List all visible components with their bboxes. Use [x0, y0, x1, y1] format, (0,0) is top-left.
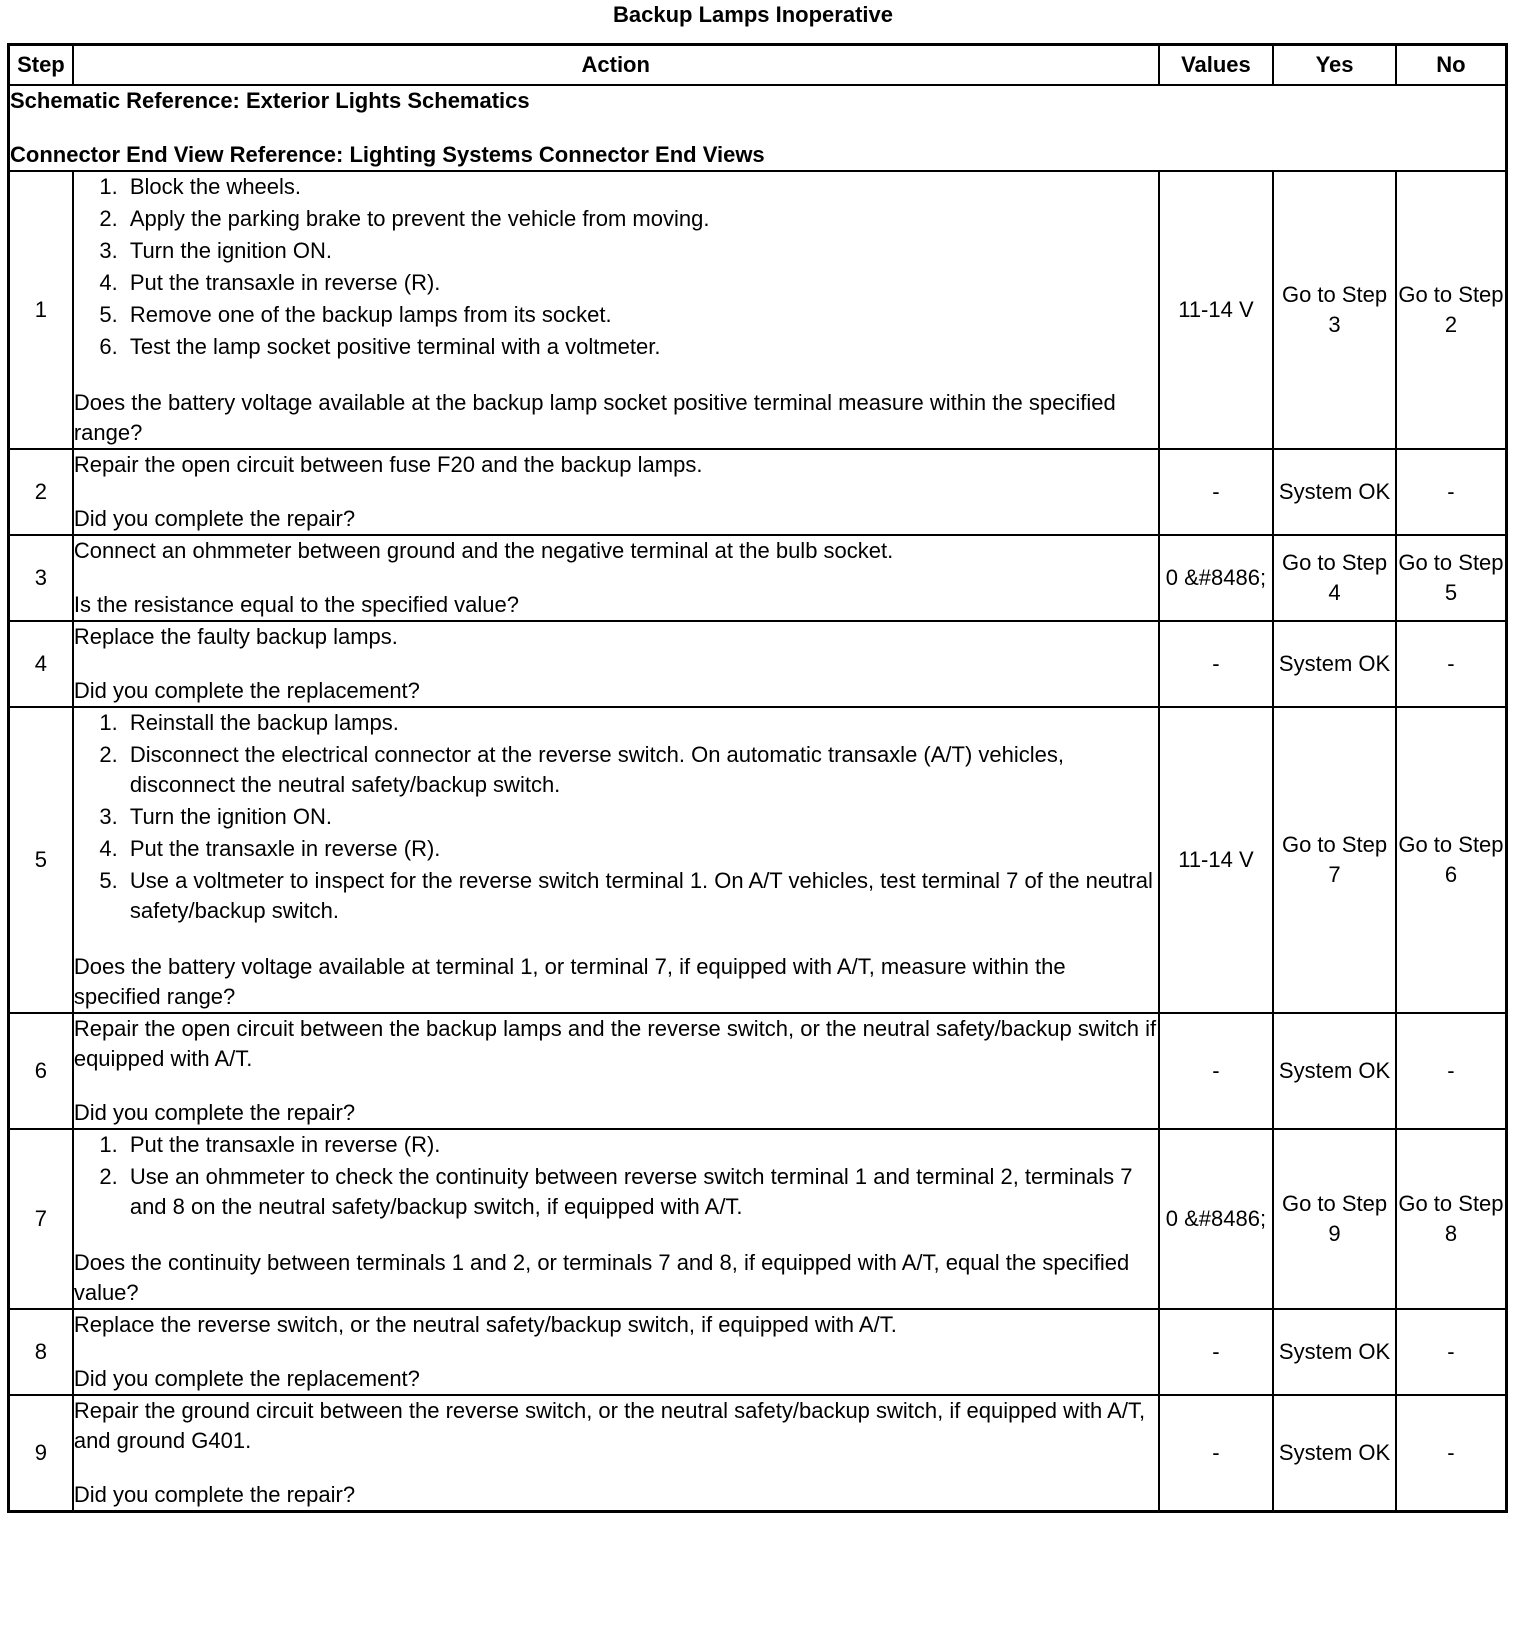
header-row: [9, 45, 1507, 86]
action-text: Repair the open circuit between the backup lamps and the reverse switch, or the neutral safety/backup switch if equipped with A/T.: [73, 1016, 1157, 1071]
step-number: 4: [9, 621, 73, 707]
header-step: Step: [9, 45, 73, 86]
yes-cell: Go to Step 3: [1273, 171, 1396, 449]
step-number: 5: [9, 707, 73, 1013]
step-number: 8: [9, 1309, 73, 1395]
list-item: 1. Reinstall the backup lamps.: [124, 708, 1158, 738]
table-row: [9, 449, 1507, 535]
step-number: 9: [9, 1395, 73, 1512]
list-item: 4. Put the transaxle in reverse (R).: [124, 268, 1158, 298]
list-item: 6. Test the lamp socket positive terminal with a voltmeter.: [124, 332, 1158, 362]
table-row: [9, 621, 1507, 707]
yes-cell: Go to Step 4: [1273, 535, 1396, 621]
instruction-list: [74, 708, 1158, 926]
question-text: Does the continuity between terminals 1 and 2, or terminals 7 and 8, if equipped with A/T, equal the specified value?: [73, 1250, 1130, 1305]
action-text: Repair the ground circuit between the reverse switch, or the neutral safety/backup switch, if equipped with A/T, and ground G401.: [73, 1398, 1146, 1453]
diagnostic-table: [7, 43, 1508, 1513]
values-cell: -: [1159, 1013, 1274, 1129]
values-cell: -: [1159, 621, 1274, 707]
list-item: 5. Remove one of the backup lamps from its socket.: [124, 300, 1158, 330]
list-item: 4. Put the transaxle in reverse (R).: [124, 834, 1158, 864]
action-cell: [73, 707, 1159, 1013]
no-cell: Go to Step 5: [1396, 535, 1507, 621]
action-text: Repair the open circuit between fuse F20 and the backup lamps.: [73, 452, 703, 477]
instruction-list: [74, 172, 1158, 362]
question-text: Did you complete the replacement?: [73, 1366, 420, 1391]
action-cell: [73, 171, 1159, 449]
yes-cell: System OK: [1273, 1013, 1396, 1129]
no-cell: -: [1396, 1309, 1507, 1395]
step-number: 7: [9, 1129, 73, 1309]
no-cell: Go to Step 8: [1396, 1129, 1507, 1309]
table-row: [9, 1309, 1507, 1395]
action-text: Replace the faulty backup lamps.: [73, 624, 398, 649]
question-text: Did you complete the replacement?: [73, 678, 420, 703]
action-cell: [73, 1129, 1159, 1309]
action-cell: [73, 621, 1159, 707]
header-no: No: [1396, 45, 1507, 86]
schematic-reference: Schematic Reference: Exterior Lights Schematics: [10, 88, 530, 113]
page-title: Backup Lamps Inoperative: [613, 2, 893, 27]
action-text: Connect an ohmmeter between ground and the negative terminal at the bulb socket.: [73, 538, 894, 563]
question-text: Did you complete the repair?: [73, 1482, 356, 1507]
action-cell: [73, 449, 1159, 535]
no-cell: Go to Step 6: [1396, 707, 1507, 1013]
values-cell: 11-14 V: [1159, 171, 1274, 449]
no-cell: Go to Step 2: [1396, 171, 1507, 449]
step-number: 1: [9, 171, 73, 449]
reference-cell: [9, 85, 1507, 171]
reference-row: [9, 85, 1507, 171]
list-item: 2. Use an ohmmeter to check the continuity between reverse switch terminal 1 and terminal 2, terminals 7 and 8 on the neutral safety/backup switch, if equipped with A/T.: [124, 1162, 1158, 1222]
instruction-list: [74, 1130, 1158, 1222]
no-cell: -: [1396, 449, 1507, 535]
step-number: 6: [9, 1013, 73, 1129]
question-text: Does the battery voltage available at terminal 1, or terminal 7, if equipped with A/T, measure within the specified range?: [73, 954, 1066, 1009]
no-cell: -: [1396, 1395, 1507, 1512]
connector-reference: Connector End View Reference: Lighting Systems Connector End Views: [10, 142, 765, 167]
table-row: [9, 707, 1507, 1013]
values-cell: 0 &#8486;: [1159, 1129, 1274, 1309]
action-cell: [73, 1395, 1159, 1512]
header-yes: Yes: [1273, 45, 1396, 86]
list-item: 2. Disconnect the electrical connector at the reverse switch. On automatic transaxle (A/T) vehicles, disconnect the neutral safety/backup switch.: [124, 740, 1158, 800]
yes-cell: System OK: [1273, 621, 1396, 707]
no-cell: -: [1396, 621, 1507, 707]
yes-cell: Go to Step 9: [1273, 1129, 1396, 1309]
action-cell: [73, 1013, 1159, 1129]
step-number: 3: [9, 535, 73, 621]
values-cell: 0 &#8486;: [1159, 535, 1274, 621]
yes-cell: System OK: [1273, 1395, 1396, 1512]
action-cell: [73, 535, 1159, 621]
values-cell: -: [1159, 1395, 1274, 1512]
action-cell: [73, 1309, 1159, 1395]
yes-cell: Go to Step 7: [1273, 707, 1396, 1013]
list-item: 3. Turn the ignition ON.: [124, 802, 1158, 832]
header-values: Values: [1159, 45, 1274, 86]
table-row: [9, 1395, 1507, 1512]
list-item: 3. Turn the ignition ON.: [124, 236, 1158, 266]
question-text: Did you complete the repair?: [73, 506, 356, 531]
step-number: 2: [9, 449, 73, 535]
yes-cell: System OK: [1273, 449, 1396, 535]
table-row: [9, 1013, 1507, 1129]
values-cell: -: [1159, 1309, 1274, 1395]
yes-cell: System OK: [1273, 1309, 1396, 1395]
table-row: [9, 171, 1507, 449]
action-text: Replace the reverse switch, or the neutral safety/backup switch, if equipped with A/T.: [73, 1312, 897, 1337]
table-row: [9, 535, 1507, 621]
list-item: 5. Use a voltmeter to inspect for the reverse switch terminal 1. On A/T vehicles, test terminal 7 of the neutral safety/backup switch.: [124, 866, 1158, 926]
values-cell: -: [1159, 449, 1274, 535]
list-item: 2. Apply the parking brake to prevent the vehicle from moving.: [124, 204, 1158, 234]
header-action: Action: [73, 45, 1159, 86]
list-item: 1. Block the wheels.: [124, 172, 1158, 202]
question-text: Is the resistance equal to the specified value?: [73, 592, 519, 617]
values-cell: 11-14 V: [1159, 707, 1274, 1013]
no-cell: -: [1396, 1013, 1507, 1129]
question-text: Did you complete the repair?: [73, 1100, 356, 1125]
list-item: 1. Put the transaxle in reverse (R).: [124, 1130, 1158, 1160]
question-text: Does the battery voltage available at the backup lamp socket positive terminal measure within the specified range?: [73, 390, 1116, 445]
table-row: [9, 1129, 1507, 1309]
